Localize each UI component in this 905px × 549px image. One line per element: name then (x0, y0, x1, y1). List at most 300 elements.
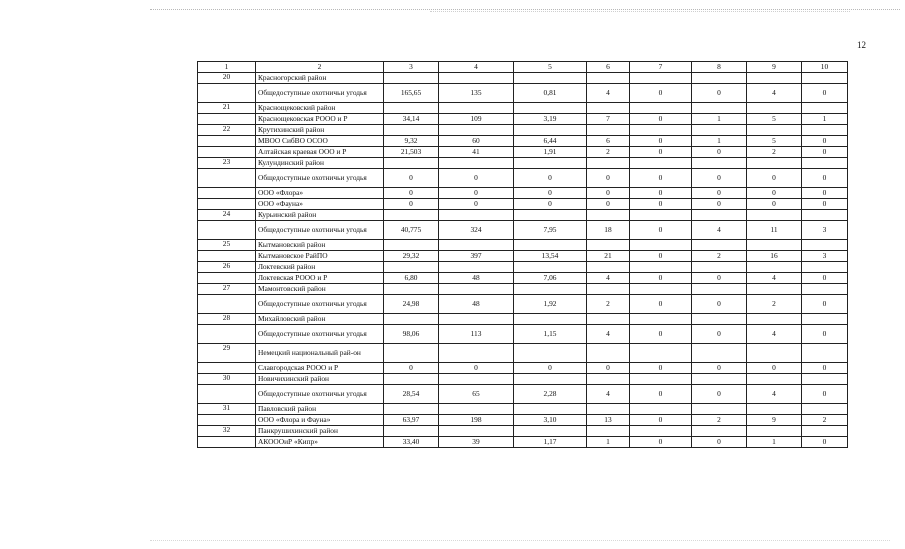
value-cell (692, 73, 747, 84)
row-name-cell: Красногорский район (256, 73, 384, 84)
row-number-cell: 30 (198, 374, 256, 385)
value-cell: 0 (802, 385, 848, 404)
table-row (198, 374, 848, 385)
column-header: 8 (692, 62, 747, 73)
value-cell (630, 210, 692, 221)
row-number-cell (198, 199, 256, 210)
row-number-cell: 25 (198, 240, 256, 251)
row-number-cell (198, 147, 256, 158)
value-cell (384, 284, 439, 295)
value-cell: 40,775 (384, 221, 439, 240)
value-cell: 0 (587, 169, 630, 188)
row-number-cell: 21 (198, 103, 256, 114)
row-number-cell: 26 (198, 262, 256, 273)
row-name-cell: Алтайская краевая ООО и Р (256, 147, 384, 158)
value-cell: 0 (692, 273, 747, 284)
value-cell: 0,81 (514, 84, 587, 103)
table-row (198, 344, 848, 363)
table-row (198, 103, 848, 114)
row-name-cell: Панкрушихинский район (256, 426, 384, 437)
value-cell: 135 (439, 84, 514, 103)
value-cell: 0 (692, 84, 747, 103)
value-cell (587, 404, 630, 415)
value-cell (384, 314, 439, 325)
row-number-cell (198, 437, 256, 448)
value-cell (692, 344, 747, 363)
value-cell: 0 (630, 415, 692, 426)
value-cell: 34,14 (384, 114, 439, 125)
value-cell (747, 344, 802, 363)
hunting-grounds-table (197, 61, 848, 448)
row-number-cell: 31 (198, 404, 256, 415)
row-name-cell: Локтевский район (256, 262, 384, 273)
value-cell (747, 262, 802, 273)
column-header: 2 (256, 62, 384, 73)
row-number-cell (198, 251, 256, 262)
value-cell (802, 344, 848, 363)
table-row (198, 136, 848, 147)
value-cell: 21 (587, 251, 630, 262)
value-cell: 0 (514, 199, 587, 210)
value-cell: 5 (747, 114, 802, 125)
value-cell: 0 (630, 199, 692, 210)
row-number-cell (198, 415, 256, 426)
value-cell: 3 (802, 251, 848, 262)
value-cell: 109 (439, 114, 514, 125)
row-number-cell (198, 136, 256, 147)
value-cell: 5 (747, 136, 802, 147)
row-name-cell: Павловский район (256, 404, 384, 415)
value-cell: 7 (587, 114, 630, 125)
row-name-cell: Общедоступные охотничьи угодья (256, 295, 384, 314)
value-cell (802, 284, 848, 295)
value-cell (514, 158, 587, 169)
row-name-cell: Михайловский район (256, 314, 384, 325)
value-cell (439, 344, 514, 363)
value-cell: 0 (630, 385, 692, 404)
value-cell: 13 (587, 415, 630, 426)
value-cell: 0 (692, 188, 747, 199)
value-cell: 0 (384, 169, 439, 188)
value-cell: 0 (384, 363, 439, 374)
value-cell: 41 (439, 147, 514, 158)
value-cell (514, 344, 587, 363)
value-cell: 0 (630, 437, 692, 448)
scan-artifact-line (150, 540, 890, 541)
value-cell: 3,19 (514, 114, 587, 125)
value-cell (692, 262, 747, 273)
table-row (198, 262, 848, 273)
table-row (198, 251, 848, 262)
value-cell: 0 (802, 325, 848, 344)
value-cell (630, 404, 692, 415)
value-cell: 0 (587, 363, 630, 374)
value-cell: 0 (630, 188, 692, 199)
table-row (198, 221, 848, 240)
value-cell (439, 158, 514, 169)
value-cell: 2 (587, 147, 630, 158)
value-cell: 3,10 (514, 415, 587, 426)
row-name-cell: Краснощековский район (256, 103, 384, 114)
value-cell (802, 426, 848, 437)
value-cell: 2 (692, 251, 747, 262)
value-cell: 3 (802, 221, 848, 240)
row-number-cell (198, 363, 256, 374)
value-cell: 4 (747, 84, 802, 103)
value-cell: 9 (747, 415, 802, 426)
value-cell: 0 (692, 325, 747, 344)
table-row (198, 84, 848, 103)
value-cell (439, 374, 514, 385)
table-row (198, 273, 848, 284)
value-cell (630, 426, 692, 437)
row-name-cell: Немецкий национальный рай-он (256, 344, 384, 363)
table-row (198, 240, 848, 251)
value-cell: 33,40 (384, 437, 439, 448)
value-cell: 0 (630, 147, 692, 158)
value-cell (630, 158, 692, 169)
page-number: 12 (857, 40, 866, 50)
value-cell (587, 284, 630, 295)
row-name-cell: Кулундинский район (256, 158, 384, 169)
value-cell (514, 240, 587, 251)
value-cell: 4 (587, 325, 630, 344)
value-cell (802, 262, 848, 273)
value-cell: 0 (630, 221, 692, 240)
value-cell: 4 (692, 221, 747, 240)
row-number-cell: 28 (198, 314, 256, 325)
value-cell: 0 (630, 363, 692, 374)
table-row (198, 210, 848, 221)
column-header: 5 (514, 62, 587, 73)
table-row (198, 295, 848, 314)
value-cell: 0 (747, 199, 802, 210)
value-cell: 13,54 (514, 251, 587, 262)
table-row (198, 199, 848, 210)
value-cell: 0 (514, 188, 587, 199)
value-cell (630, 73, 692, 84)
row-name-cell: Общедоступные охотничьи угодья (256, 325, 384, 344)
value-cell: 0 (630, 136, 692, 147)
row-name-cell: Краснощековская РООО и Р (256, 114, 384, 125)
row-number-cell: 23 (198, 158, 256, 169)
value-cell: 0 (692, 169, 747, 188)
value-cell (514, 426, 587, 437)
value-cell (747, 240, 802, 251)
value-cell: 0 (692, 437, 747, 448)
row-name-cell: Кытмановский район (256, 240, 384, 251)
value-cell (384, 374, 439, 385)
value-cell: 4 (587, 385, 630, 404)
value-cell (630, 344, 692, 363)
value-cell: 0 (802, 136, 848, 147)
row-name-cell: АКОООиР «Кипр» (256, 437, 384, 448)
value-cell: 113 (439, 325, 514, 344)
table-row (198, 314, 848, 325)
value-cell (439, 240, 514, 251)
value-cell (692, 210, 747, 221)
value-cell (514, 284, 587, 295)
value-cell (802, 103, 848, 114)
row-name-cell: Крутихинский район (256, 125, 384, 136)
value-cell (514, 73, 587, 84)
value-cell: 0 (439, 169, 514, 188)
value-cell (747, 284, 802, 295)
table-row (198, 415, 848, 426)
column-header: 1 (198, 62, 256, 73)
value-cell: 4 (747, 325, 802, 344)
value-cell: 0 (747, 169, 802, 188)
value-cell: 11 (747, 221, 802, 240)
row-name-cell: Локтевская РООО и Р (256, 273, 384, 284)
value-cell: 0 (802, 147, 848, 158)
column-header: 10 (802, 62, 848, 73)
value-cell: 0 (692, 385, 747, 404)
table-row (198, 73, 848, 84)
table-row (198, 158, 848, 169)
value-cell (630, 314, 692, 325)
table-row (198, 404, 848, 415)
table-row (198, 325, 848, 344)
value-cell: 0 (384, 188, 439, 199)
value-cell (630, 125, 692, 136)
value-cell (747, 125, 802, 136)
table-row (198, 147, 848, 158)
value-cell: 4 (747, 385, 802, 404)
row-name-cell: ООО «Флора и Фауна» (256, 415, 384, 426)
value-cell: 165,65 (384, 84, 439, 103)
value-cell: 98,06 (384, 325, 439, 344)
value-cell (747, 374, 802, 385)
value-cell: 0 (630, 273, 692, 284)
value-cell: 1,91 (514, 147, 587, 158)
value-cell: 6,80 (384, 273, 439, 284)
value-cell: 7,95 (514, 221, 587, 240)
value-cell: 0 (802, 295, 848, 314)
row-number-cell (198, 169, 256, 188)
value-cell: 0 (439, 188, 514, 199)
row-name-cell: Кытмановское РайПО (256, 251, 384, 262)
value-cell (514, 404, 587, 415)
row-number-cell: 20 (198, 73, 256, 84)
header-row (198, 62, 848, 73)
row-number-cell (198, 188, 256, 199)
value-cell (692, 374, 747, 385)
value-cell: 21,503 (384, 147, 439, 158)
column-header: 9 (747, 62, 802, 73)
column-header: 3 (384, 62, 439, 73)
value-cell: 0 (384, 199, 439, 210)
value-cell (802, 210, 848, 221)
value-cell (439, 426, 514, 437)
value-cell: 198 (439, 415, 514, 426)
value-cell: 2,28 (514, 385, 587, 404)
value-cell: 9,32 (384, 136, 439, 147)
value-cell (692, 314, 747, 325)
value-cell: 1 (587, 437, 630, 448)
value-cell: 1,17 (514, 437, 587, 448)
value-cell (587, 210, 630, 221)
table-row (198, 114, 848, 125)
row-name-cell: Общедоступные охотничьи угодья (256, 169, 384, 188)
value-cell: 2 (587, 295, 630, 314)
value-cell: 18 (587, 221, 630, 240)
value-cell (747, 404, 802, 415)
value-cell (439, 103, 514, 114)
value-cell: 0 (692, 363, 747, 374)
value-cell (439, 210, 514, 221)
row-number-cell: 27 (198, 284, 256, 295)
column-header: 6 (587, 62, 630, 73)
value-cell (384, 404, 439, 415)
value-cell (802, 158, 848, 169)
row-number-cell: 32 (198, 426, 256, 437)
value-cell: 0 (802, 199, 848, 210)
row-number-cell (198, 273, 256, 284)
value-cell (384, 125, 439, 136)
value-cell (587, 344, 630, 363)
value-cell: 0 (630, 84, 692, 103)
value-cell: 0 (747, 363, 802, 374)
value-cell: 29,32 (384, 251, 439, 262)
value-cell: 0 (692, 295, 747, 314)
value-cell: 2 (747, 295, 802, 314)
row-name-cell: ООО «Флора» (256, 188, 384, 199)
value-cell: 1 (692, 114, 747, 125)
value-cell: 63,97 (384, 415, 439, 426)
row-number-cell (198, 385, 256, 404)
value-cell (514, 210, 587, 221)
value-cell: 0 (587, 199, 630, 210)
column-header: 7 (630, 62, 692, 73)
value-cell (802, 73, 848, 84)
value-cell: 0 (692, 147, 747, 158)
value-cell (587, 314, 630, 325)
value-cell (630, 262, 692, 273)
value-cell: 0 (747, 188, 802, 199)
value-cell (630, 240, 692, 251)
value-cell (802, 374, 848, 385)
value-cell: 39 (439, 437, 514, 448)
value-cell: 48 (439, 295, 514, 314)
value-cell (692, 404, 747, 415)
row-name-cell: Курьинский район (256, 210, 384, 221)
value-cell (439, 73, 514, 84)
value-cell (692, 103, 747, 114)
table-row (198, 188, 848, 199)
row-number-cell (198, 221, 256, 240)
value-cell: 28,54 (384, 385, 439, 404)
row-name-cell: МВОО СибВО ОСОО (256, 136, 384, 147)
table-row (198, 437, 848, 448)
scan-artifact-line (430, 11, 850, 13)
value-cell: 24,98 (384, 295, 439, 314)
row-name-cell: Общедоступные охотничьи угодья (256, 385, 384, 404)
table-row (198, 125, 848, 136)
value-cell: 1,15 (514, 325, 587, 344)
value-cell: 1 (692, 136, 747, 147)
value-cell (587, 125, 630, 136)
row-name-cell: Мамонтовский район (256, 284, 384, 295)
value-cell (514, 125, 587, 136)
value-cell (384, 262, 439, 273)
value-cell: 324 (439, 221, 514, 240)
value-cell: 60 (439, 136, 514, 147)
value-cell (692, 158, 747, 169)
value-cell (587, 158, 630, 169)
row-number-cell (198, 114, 256, 125)
value-cell (439, 314, 514, 325)
value-cell: 0 (802, 363, 848, 374)
value-cell (384, 240, 439, 251)
value-cell (587, 240, 630, 251)
value-cell: 0 (802, 273, 848, 284)
value-cell (384, 344, 439, 363)
row-name-cell: ООО «Фауна» (256, 199, 384, 210)
table-row (198, 284, 848, 295)
value-cell: 65 (439, 385, 514, 404)
value-cell (747, 314, 802, 325)
value-cell (514, 262, 587, 273)
value-cell (587, 426, 630, 437)
value-cell: 0 (439, 363, 514, 374)
value-cell: 397 (439, 251, 514, 262)
value-cell: 0 (587, 188, 630, 199)
value-cell (439, 404, 514, 415)
value-cell: 0 (514, 169, 587, 188)
value-cell (384, 103, 439, 114)
table-row (198, 169, 848, 188)
value-cell: 1,92 (514, 295, 587, 314)
value-cell (802, 314, 848, 325)
value-cell (587, 262, 630, 273)
value-cell: 2 (802, 415, 848, 426)
row-name-cell: Новичихинский район (256, 374, 384, 385)
value-cell: 4 (587, 84, 630, 103)
value-cell: 4 (747, 273, 802, 284)
row-number-cell (198, 325, 256, 344)
value-cell (747, 73, 802, 84)
row-number-cell: 29 (198, 344, 256, 363)
value-cell: 2 (747, 147, 802, 158)
table-row (198, 426, 848, 437)
row-name-cell: Общедоступные охотничьи угодья (256, 221, 384, 240)
value-cell (514, 103, 587, 114)
value-cell: 48 (439, 273, 514, 284)
value-cell (747, 210, 802, 221)
value-cell (630, 284, 692, 295)
value-cell (514, 314, 587, 325)
value-cell (439, 284, 514, 295)
value-cell: 7,06 (514, 273, 587, 284)
row-number-cell: 22 (198, 125, 256, 136)
value-cell: 1 (747, 437, 802, 448)
value-cell: 4 (587, 273, 630, 284)
table-row (198, 385, 848, 404)
value-cell: 0 (802, 437, 848, 448)
row-name-cell: Общедоступные охотничьи угодья (256, 84, 384, 103)
value-cell: 0 (630, 325, 692, 344)
value-cell: 0 (439, 199, 514, 210)
value-cell (802, 404, 848, 415)
value-cell (439, 125, 514, 136)
value-cell (692, 125, 747, 136)
row-number-cell (198, 84, 256, 103)
value-cell: 0 (802, 84, 848, 103)
value-cell (747, 158, 802, 169)
value-cell: 0 (802, 169, 848, 188)
value-cell: 2 (692, 415, 747, 426)
